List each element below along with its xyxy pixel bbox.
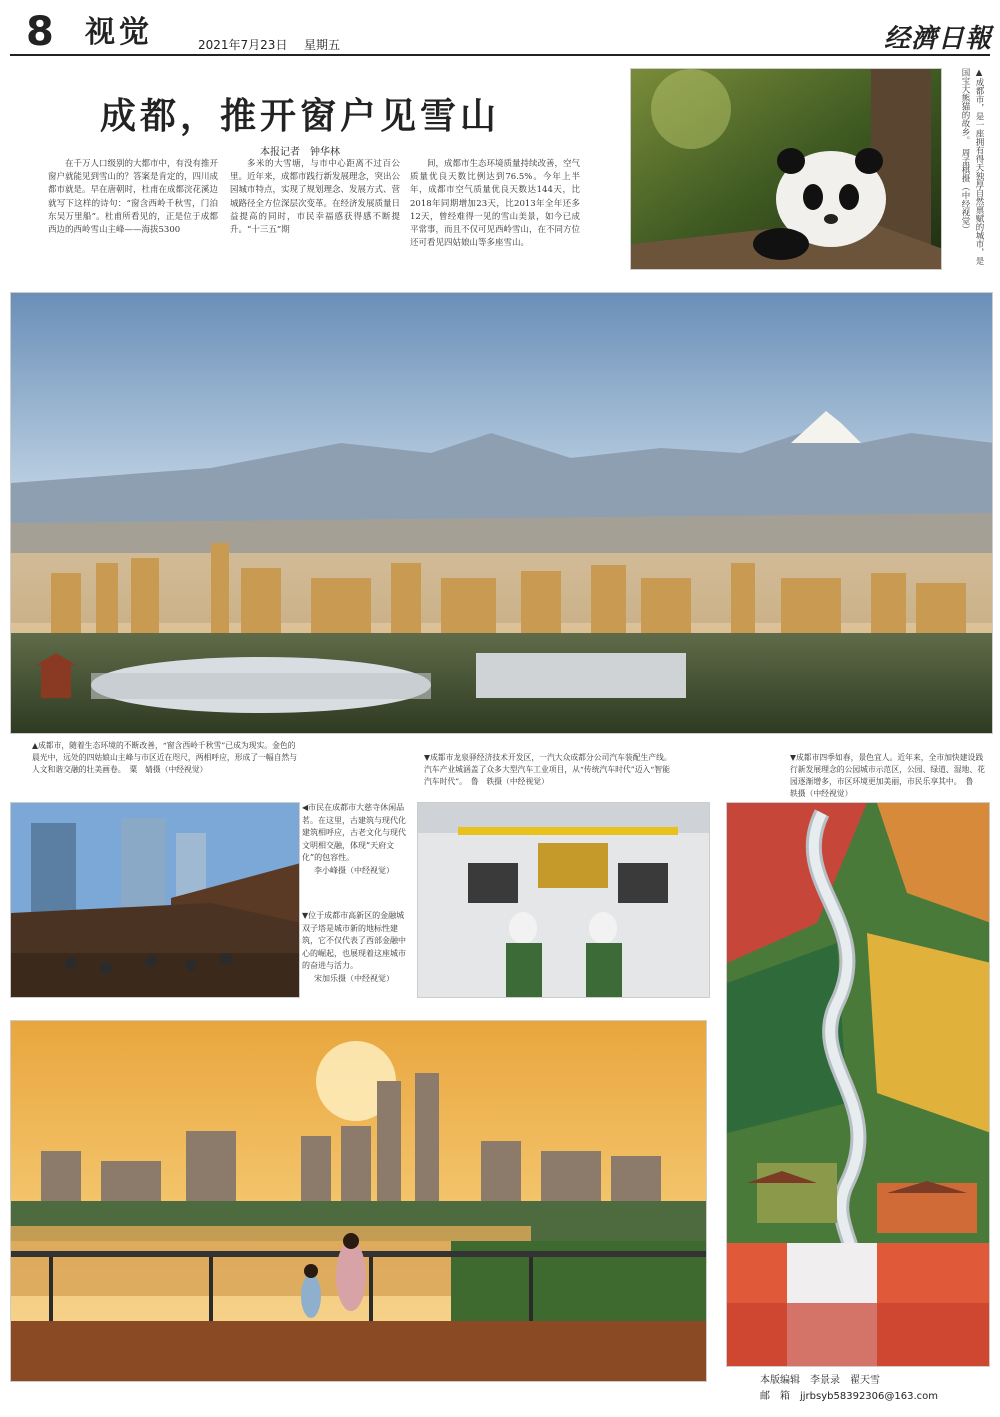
- teahouse-photo: [10, 802, 300, 998]
- panda-caption: ▲成都市，是一座拥有得天独厚自然禀赋的城市，是国宝大熊猫的故乡。 周孟棋摄（中经视觉）: [960, 68, 984, 265]
- editor-line: 本版编辑 李景录 翟天雪: [760, 1375, 880, 1386]
- issue-weekday: 星期五: [304, 38, 341, 52]
- page-number: 8: [26, 9, 54, 55]
- finance-caption: ▼位于成都市高新区的金融城双子塔是城市新的地标性建筑，它不仅代表了西部金融中心的崛起，也展现着这座城市的奋进与活力。 宋加乐摄（中经视觉）: [302, 911, 406, 983]
- page-credits: [760, 1373, 938, 1405]
- email-line: [760, 1389, 938, 1405]
- skyline-caption: ▲成都市，随着生态环境的不断改善，“窗含西岭千秋雪”已成为现实。金色的晨光中，远处的四姑娘山主峰与市区近在咫尺，两相呼应，形成了一幅自然与人文和谐交融的壮美画卷。 粟 婧摄（中经视觉）: [32, 741, 298, 774]
- email-label: 邮 箱: [760, 1391, 790, 1402]
- article-headline: 成都，推开窗户见雪山: [100, 95, 501, 137]
- factory-caption: ▼成都市龙泉驿经济技术开发区，一汽大众成都分公司汽车装配生产线。汽车产业城涵盖了众多大型汽车工业项目，从“传统汽车时代”迈入“智能汽车时代”。 鲁 轶摄（中经视觉）: [424, 753, 672, 786]
- flower-garden-aerial-photo: [726, 802, 990, 1367]
- article-column-1: 在千万人口级别的大都市中，有没有推开窗户就能见到雪山的？答案是肯定的，四川成都市就是。早在唐朝时，杜甫在成都浣花溪边就写下这样的诗句：“窗含西岭千秋雪，门泊东吴万里船”。杜甫所看见的，正是位于成都西边的西岭雪山主峰——海拔5300: [48, 159, 219, 236]
- email-address: jjrbsyb58392306@163.com: [800, 1391, 939, 1402]
- panda-photo: [630, 68, 942, 270]
- financial-city-photo: [10, 1020, 707, 1382]
- teahouse-caption: ◀市民在成都市大慈寺休闲品茗。在这里，古建筑与现代化建筑相呼应，古老文化与现代文明相交融，体现“天府文化”的包容性。 李小峰摄（中经视觉）: [302, 803, 406, 875]
- garden-caption: ▼成都市四季如春，景色宜人。近年来，全市加快建设践行新发展理念的公园城市示范区，公园、绿道、湿地、花园逐渐增多，市区环境更加美丽，市民乐享其中。 鲁 轶摄（中经视觉）: [790, 753, 985, 798]
- issue-date: 2021年7月23日: [198, 38, 288, 52]
- skyline-snow-mountain-photo: [10, 292, 993, 734]
- article-column-3: 间，成都市生态环境质量持续改善，空气质量优良天数比例达到76.5%。今年上半年，成都市空气质量优良天数达144天，比2018年同期增加23天，比2013年全年还多12天，曾经难得一见的雪山美景，如今已成平常事，而且不仅可见西岭雪山，在不同方位还可看见四姑娘山等多座雪山。: [410, 159, 581, 249]
- car-factory-photo: [417, 802, 710, 998]
- article-byline: 本报记者 钟华林: [260, 147, 340, 158]
- section-name: 视觉: [85, 15, 153, 50]
- newspaper-logo: 经濟日報: [884, 24, 993, 54]
- article-column-2: 多米的大雪塘，与市中心距离不过百公里。近年来，成都市践行新发展理念，突出公园城市特点，实现了规划理念、发展方式、营城路径全方位深层次变革。在经济发展质量日益提高的同时，市民幸福感获得感不断提升。“十三五”期: [230, 159, 401, 236]
- masthead: [10, 8, 993, 56]
